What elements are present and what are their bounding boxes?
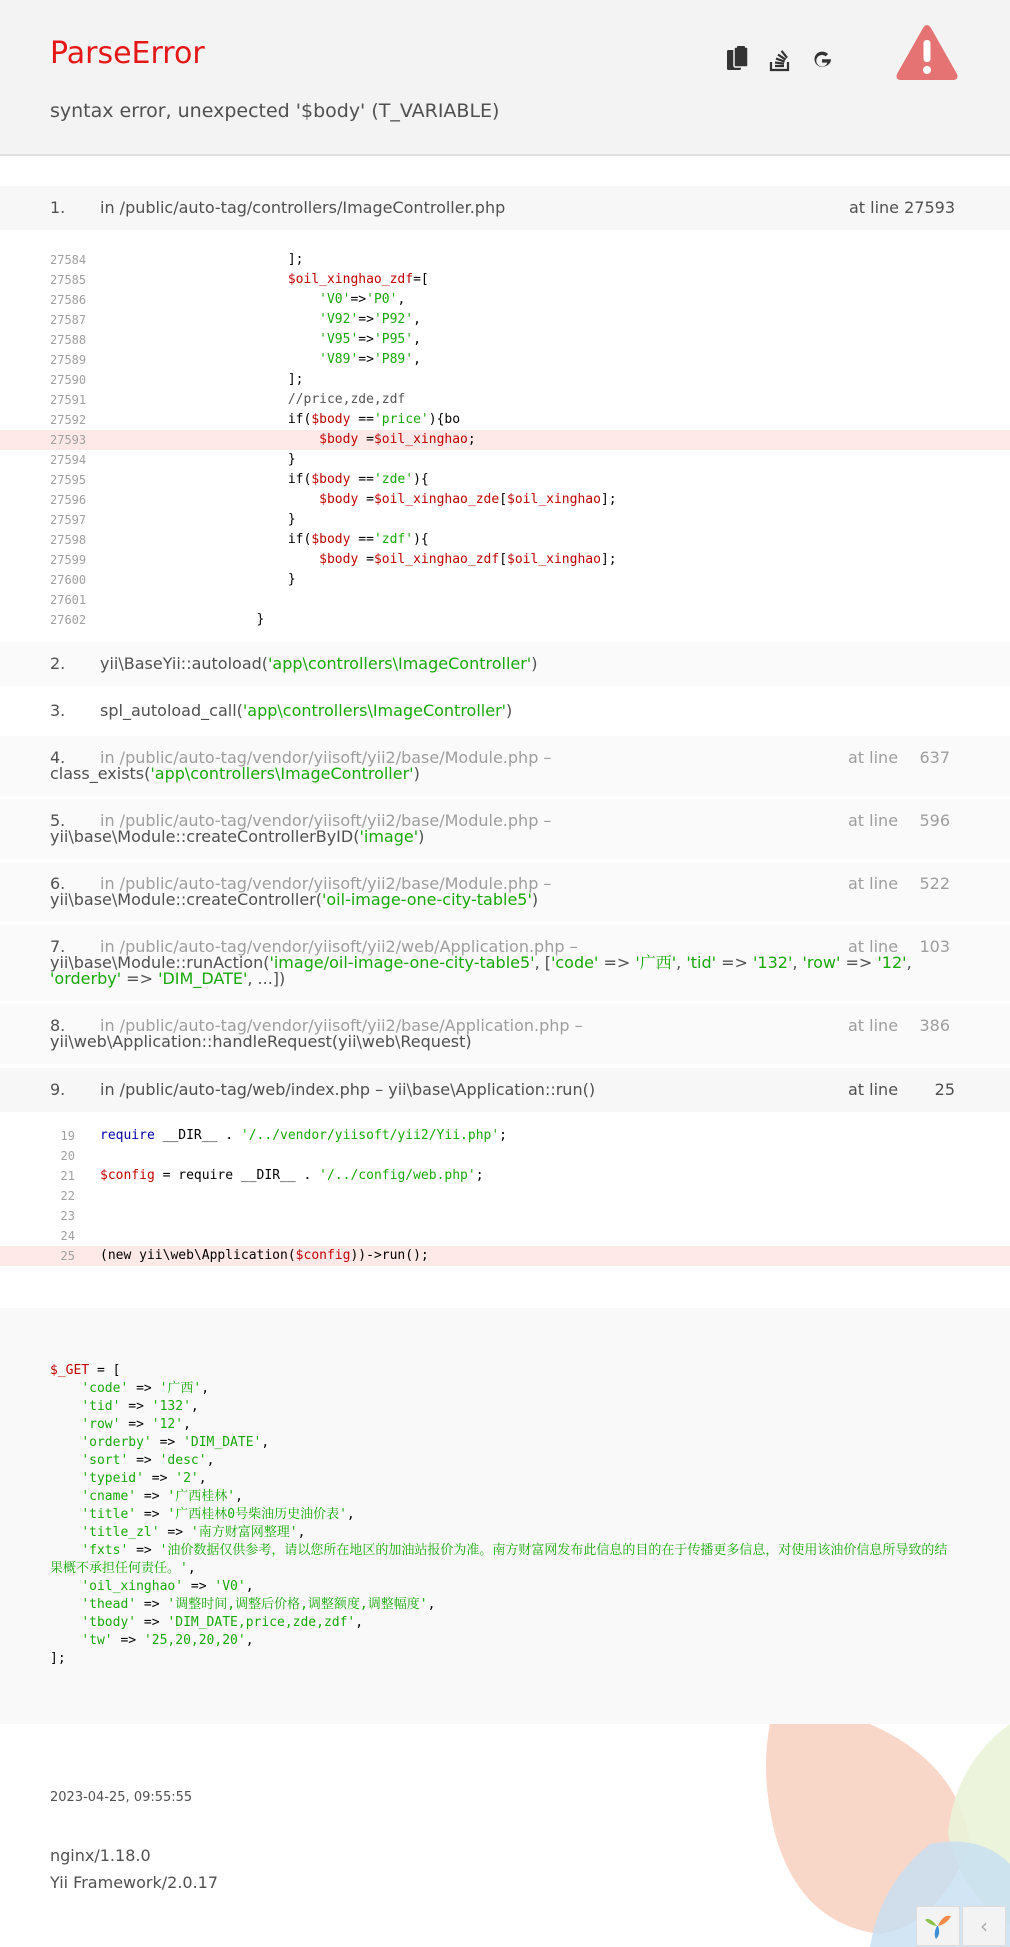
code-line [0, 530, 1010, 550]
call-arg: 'oil-image-one-city-table5' [321, 890, 532, 909]
yii-logo-icon[interactable] [916, 1906, 960, 1946]
code-line [0, 330, 1010, 350]
code-line [0, 450, 1010, 470]
line-code: } [100, 512, 296, 527]
call-name: class_exists( [50, 764, 151, 783]
frame-file-path: in /public/auto-tag/vendor/yiisoft/yii2/base/Application.php – [100, 1016, 583, 1035]
code-line [0, 1206, 1010, 1226]
google-icon[interactable] [807, 44, 837, 74]
line-number: 27584 [50, 253, 87, 267]
stack-frame-7[interactable] [0, 925, 1010, 1001]
line-number: 27594 [50, 453, 87, 467]
code-line [0, 270, 1010, 290]
frame-call [50, 829, 940, 845]
line-number: 27601 [50, 593, 87, 607]
frame-call [50, 766, 940, 782]
line-number: 27585 [50, 273, 87, 287]
request-params-panel [0, 1308, 1010, 1724]
footer [0, 1724, 1010, 1947]
call-sep: => [598, 953, 636, 972]
collapse-label: ‹ [980, 1914, 988, 1938]
line-number: 27602 [50, 613, 87, 627]
call-close: ) [506, 701, 513, 720]
code-line [0, 510, 1010, 530]
frame-call [100, 701, 512, 720]
code-line [0, 470, 1010, 490]
warning-triangle-icon [895, 24, 959, 86]
line-code: //price,zde,zdf [287, 392, 406, 407]
frame-file-path: in /public/auto-tag/web/index.php – yii\base\Application::run() [100, 1080, 596, 1099]
frame-at-line-label: at line [848, 811, 899, 830]
frame-at-line-label: at line [848, 1016, 899, 1035]
call-arg: 'app\controllers\ImageController' [150, 764, 414, 783]
server-info [50, 1842, 218, 1896]
line-number: 27588 [50, 333, 87, 347]
line-number: 19 [60, 1129, 75, 1143]
frame-number: 8. [50, 1016, 66, 1035]
line-number: 27598 [50, 533, 87, 547]
code-line [0, 410, 1010, 430]
code-line [0, 430, 1010, 450]
call-arg: '12' [877, 953, 907, 972]
call-name: yii\BaseYii::autoload( [100, 654, 269, 673]
line-number: 27600 [50, 573, 87, 587]
line-number: 27590 [50, 373, 87, 387]
stack-frame-1[interactable] [0, 186, 1010, 230]
code-line [0, 590, 1010, 610]
line-code: if($body =='price'){bo [100, 412, 461, 427]
frame-at-line-label: at line [848, 937, 899, 956]
server-version: nginx/1.18.0 [50, 1846, 151, 1865]
code-snippet [0, 1126, 1010, 1266]
frame-file-path: in /public/auto-tag/vendor/yiisoft/yii2/base/Module.php – [100, 874, 552, 893]
line-number: 27589 [50, 353, 87, 367]
line-code: if($body =='zde'){ [100, 472, 429, 487]
line-code: } [100, 452, 296, 467]
call-sep: => [121, 969, 159, 988]
line-number: 20 [60, 1149, 75, 1163]
frame-number: 7. [50, 937, 66, 956]
line-number: 27597 [50, 513, 87, 527]
line-code: $body =$oil_xinghao_zde[$oil_xinghao]; [319, 492, 617, 507]
line-code: $config = require __DIR__ . '/../config/web.php'; [100, 1168, 484, 1183]
frame-line: 103 [919, 937, 950, 956]
code-line [0, 550, 1010, 570]
call-arg: 'orderby' [50, 969, 122, 988]
frame-line: 386 [919, 1016, 950, 1035]
copy-stacktrace-icon[interactable] [723, 44, 753, 74]
call-arg: 'image' [359, 827, 419, 846]
code-line [0, 250, 1010, 270]
frame-number: 5. [50, 811, 66, 830]
call-close: ) [413, 764, 420, 783]
line-number: 27599 [50, 553, 87, 567]
line-code: 'V95'=>'P95', [319, 332, 421, 347]
line-code: if($body =='zdf'){ [100, 532, 429, 547]
error-header [0, 0, 1010, 156]
code-line [0, 1126, 1010, 1146]
code-line [0, 570, 1010, 590]
code-line [0, 1226, 1010, 1246]
frame-call [50, 892, 940, 908]
error-message: syntax error, unexpected '$body' (T_VARIABLE) [50, 100, 500, 122]
call-arg: 'DIM_DATE' [158, 969, 248, 988]
framework-version: Yii Framework/2.0.17 [50, 1873, 219, 1892]
line-number: 27586 [50, 293, 87, 307]
error-title: ParseError [50, 36, 205, 71]
call-sep: , [906, 953, 912, 972]
stack-frame-9[interactable] [0, 1068, 1010, 1112]
code-line [0, 610, 1010, 630]
call-arg: 'image/oil-image-one-city-table5' [269, 953, 535, 972]
frame-number: 6. [50, 874, 66, 893]
call-close: , ...]) [247, 969, 286, 988]
line-number: 25 [60, 1249, 75, 1263]
call-sep: , [676, 953, 687, 972]
line-code: 'V0'=>'P0', [319, 292, 406, 307]
frame-line: 596 [919, 811, 950, 830]
line-code: } [100, 612, 265, 627]
call-arg: 'tid' [686, 953, 717, 972]
frame-file-path: in /public/auto-tag/vendor/yiisoft/yii2/base/Module.php – [100, 811, 552, 830]
line-code: ]; [100, 252, 304, 267]
get-params-dump: $_GET = [ 'code' => '广西', 'tid' => '132', 'row' => '12', 'orderby' => 'DIM_DATE', 'sort' => 'desc', 'typeid' => '2', 'cname' => '广西桂林', 'title' => '广西桂林0号柴油历史油价表', 'title_zl' => '南方财富网整理', 'fxts' => '油价数据仅供参考，请以您所在地区的加油站报价为准。南方财富网发布此信息的目的在于传播更多信息，对使用该油价信息所导致的结果概不承担任何责任。', 'oil_xinghao' => 'V0', 'thead' => '调整时间,调整后价格,调整额度,调整幅度', 'tbody' => 'DIM_DATE,price,zde,zdf', 'tw' => '25,20,20,20', ]; [50, 1363, 948, 1666]
chevron-left-icon[interactable] [962, 1906, 1006, 1946]
call-close: ) [418, 827, 425, 846]
call-sep: => [840, 953, 878, 972]
code-line [0, 1146, 1010, 1166]
frame-file-path: in /public/auto-tag/controllers/ImageController.php [100, 198, 506, 217]
call-arg: 'code' [550, 953, 599, 972]
code-line [0, 370, 1010, 390]
line-number: 21 [60, 1169, 75, 1183]
line-number: 27592 [50, 413, 87, 427]
stack-frame-4[interactable] [0, 736, 1010, 796]
frame-number: 9. [50, 1080, 66, 1099]
line-code: $body =$oil_xinghao; [319, 432, 476, 447]
stack-frame-3[interactable] [0, 689, 1010, 733]
call-name: yii\base\Module::runAction( [50, 953, 270, 972]
frame-file-path: in /public/auto-tag/vendor/yiisoft/yii2/base/Module.php – [100, 748, 552, 767]
line-code: $body =$oil_xinghao_zdf[$oil_xinghao]; [319, 552, 617, 567]
line-code: require __DIR__ . '/../vendor/yiisoft/yii2/Yii.php'; [100, 1128, 507, 1143]
stackoverflow-icon[interactable] [765, 44, 795, 74]
line-number: 27595 [50, 473, 87, 487]
code-line [0, 1166, 1010, 1186]
frame-call: yii\web\Application::handleRequest(yii\web\Request) [50, 1032, 472, 1051]
line-code: ]; [100, 372, 304, 387]
stack-frame-8[interactable] [0, 1004, 1010, 1064]
line-code: 'V89'=>'P89', [319, 352, 421, 367]
code-line [0, 1186, 1010, 1206]
frame-number: 4. [50, 748, 66, 767]
code-snippet [0, 250, 1010, 630]
stack-frame-2[interactable] [0, 642, 1010, 686]
frame-call [100, 654, 537, 673]
call-sep: , [ [534, 953, 551, 972]
toolbar [723, 44, 837, 74]
frame-at-line-label: at line [848, 874, 899, 893]
call-arg: 'app\controllers\ImageController' [242, 701, 507, 720]
line-number: 27596 [50, 493, 87, 507]
line-number: 24 [60, 1229, 75, 1243]
call-name: spl_autoload_call( [100, 701, 243, 720]
line-number: 27593 [50, 433, 87, 447]
frame-line: 522 [919, 874, 950, 893]
frame-line: 637 [919, 748, 950, 767]
line-code: 'V92'=>'P92', [319, 312, 421, 327]
frame-at-line-label: at line [848, 1080, 899, 1099]
frame-number: 3. [50, 701, 66, 720]
code-line [0, 310, 1010, 330]
call-close: ) [531, 654, 538, 673]
call-arg: 'app\controllers\ImageController' [268, 654, 532, 673]
call-sep: => [716, 953, 753, 972]
frame-line: at line 27593 [848, 198, 955, 217]
frame-at-line-label: at line [848, 748, 899, 767]
footer-decoration [0, 1724, 1010, 1947]
frame-call [50, 955, 940, 987]
code-line [0, 350, 1010, 370]
frame-file-path: in /public/auto-tag/vendor/yiisoft/yii2/web/Application.php – [100, 937, 578, 956]
line-number: 22 [60, 1189, 75, 1203]
call-arg: 'row' [802, 953, 841, 972]
code-line [0, 490, 1010, 510]
line-number: 23 [60, 1209, 75, 1223]
frame-number: 2. [50, 654, 66, 673]
call-arg: '广西' [635, 953, 677, 972]
stack-frame-5[interactable] [0, 799, 1010, 859]
call-close: ) [531, 890, 539, 909]
line-number: 27587 [50, 313, 87, 327]
frame-number: 1. [50, 198, 66, 217]
stack-frame-6[interactable] [0, 862, 1010, 922]
line-code: $oil_xinghao_zdf=[ [287, 272, 429, 287]
code-line [0, 290, 1010, 310]
timestamp: 2023-04-25, 09:55:55 [50, 1790, 193, 1805]
call-name: yii\base\Module::createController( [50, 890, 322, 909]
code-line [0, 390, 1010, 410]
line-number: 27591 [50, 393, 87, 407]
call-sep: , [792, 953, 803, 972]
call-name: yii\base\Module::createControllerByID( [50, 827, 360, 846]
frame-line: 25 [934, 1080, 955, 1099]
line-code: } [100, 572, 296, 587]
line-code: (new yii\web\Application($config))->run(); [100, 1248, 429, 1263]
code-line [0, 1246, 1010, 1266]
call-arg: '132' [753, 953, 793, 972]
